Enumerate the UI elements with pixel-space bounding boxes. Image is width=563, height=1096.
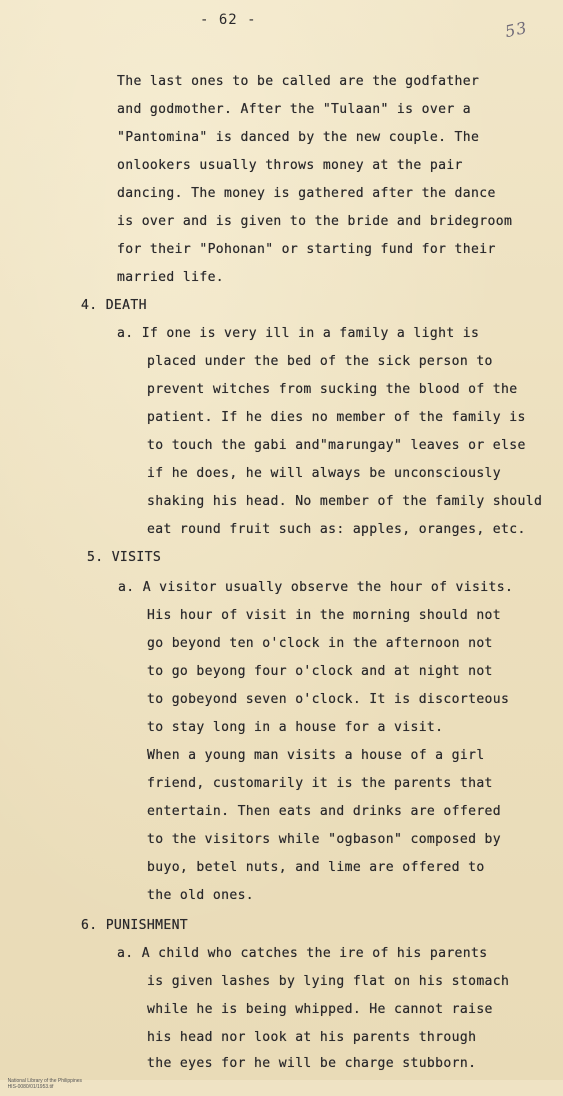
- text-line: to the visitors while "ogbason" composed by: [147, 832, 502, 847]
- text-line: placed under the bed of the sick person to: [147, 354, 493, 369]
- page-number: - 62 -: [200, 12, 257, 28]
- text-line: friend, customarily it is the parents that: [147, 776, 493, 791]
- text-line: prevent witches from sucking the blood of the: [147, 382, 518, 397]
- text-line: His hour of visit in the morning should not: [147, 608, 502, 623]
- section-heading-visits: 5. VISITS: [87, 550, 162, 565]
- text-line: onlookers usually throws money at the pair: [117, 158, 463, 173]
- scan-footer: [2, 1072, 110, 1096]
- handwritten-page-note: 53: [503, 17, 530, 42]
- text-line: eat round fruit such as: apples, oranges, etc.: [147, 522, 526, 537]
- text-line: is over and is given to the bride and bridegroom: [117, 214, 513, 229]
- text-line: for their "Pohonan" or starting fund for their: [117, 242, 496, 257]
- text-line: and godmother. After the "Tulaan" is over a: [117, 102, 472, 117]
- text-line: the old ones.: [147, 888, 255, 903]
- footer-file-name: HIS-0080/01/1953.tif: [7, 1084, 54, 1090]
- footer-library-name: National Library of the Philippines: [7, 1078, 83, 1084]
- text-line: his head nor look at his parents through: [147, 1030, 477, 1045]
- text-line: is given lashes by lying flat on his stomach: [147, 974, 510, 989]
- text-line: patient. If he dies no member of the family is: [147, 410, 526, 425]
- text-line: shaking his head. No member of the family should: [147, 494, 543, 509]
- text-line: When a young man visits a house of a girl: [147, 748, 485, 763]
- text-line: "Pantomina" is danced by the new couple. The: [117, 130, 480, 145]
- text-line: while he is being whipped. He cannot raise: [147, 1002, 493, 1017]
- text-line: to gobeyond seven o'clock. It is discorteous: [147, 692, 510, 707]
- text-line: dancing. The money is gathered after the dance: [117, 186, 496, 201]
- text-line: to touch the gabi and"marungay" leaves or else: [147, 438, 526, 453]
- text-line: The last ones to be called are the godfather: [117, 74, 480, 89]
- text-line: a. A visitor usually observe the hour of visits.: [118, 580, 514, 595]
- section-heading-punishment: 6. PUNISHMENT: [81, 918, 189, 933]
- text-line: to go beyong four o'clock and at night not: [147, 664, 493, 679]
- text-line: to stay long in a house for a visit.: [147, 720, 444, 735]
- text-line: go beyond ten o'clock in the afternoon not: [147, 636, 493, 651]
- text-line: a. A child who catches the ire of his parents: [117, 946, 488, 961]
- text-line: buyo, betel nuts, and lime are offered to: [147, 860, 485, 875]
- section-heading-death: 4. DEATH: [81, 298, 147, 313]
- text-line: a. If one is very ill in a family a light is: [117, 326, 480, 341]
- text-line: married life.: [117, 270, 225, 285]
- text-line: the eyes for he will be charge stubborn.: [147, 1056, 477, 1071]
- text-line: entertain. Then eats and drinks are offered: [147, 804, 502, 819]
- text-line: if he does, he will always be unconsciously: [147, 466, 502, 481]
